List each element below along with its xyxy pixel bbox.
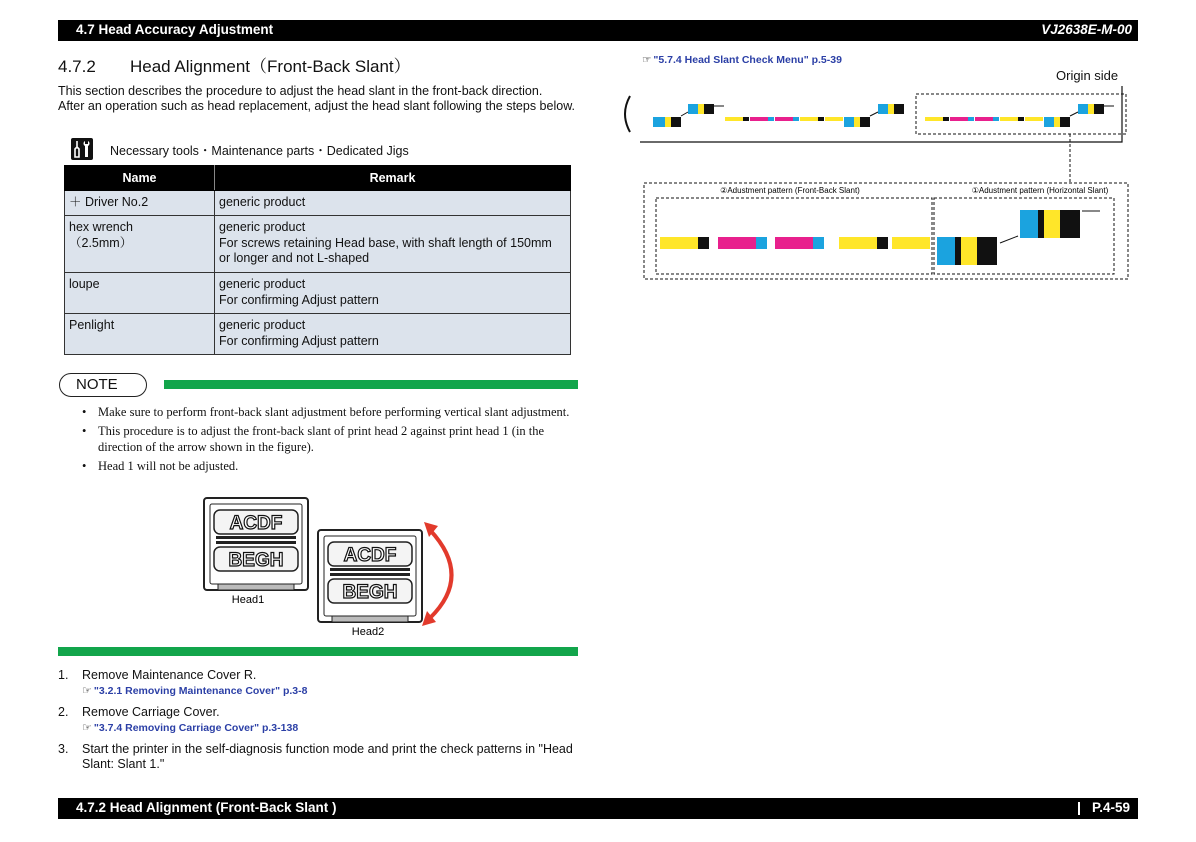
- tools-table: [64, 165, 571, 355]
- header-doc-id: VJ2638E-M-00: [1041, 22, 1132, 37]
- tool-remark: generic product For confirming Adjust pattern: [215, 314, 571, 355]
- note-item: • Make sure to perform front-back slant adjustment before performing vertical slant adjustment.: [80, 404, 580, 420]
- tools-icon: [71, 138, 93, 160]
- col-remark: Remark: [215, 166, 571, 191]
- head2-bottom-letters: BEGH: [342, 582, 398, 603]
- table-row: [65, 273, 571, 314]
- note-top-bar: [164, 380, 578, 389]
- origin-side-label: Origin side: [1056, 68, 1119, 83]
- note-label: NOTE: [59, 373, 147, 397]
- step-3: 3. Start the printer in the self-diagnosis function mode and print the check patterns in "Head Slant: Slant 1.": [58, 742, 573, 771]
- head2-top-letters: ACDF: [343, 545, 397, 566]
- table-row: [65, 216, 571, 273]
- page-header-bar: [58, 20, 1138, 41]
- step-text: Remove Carriage Cover.: [82, 705, 220, 719]
- head1-top-letters: ACDF: [229, 513, 283, 534]
- section-title-text: Head Alignment（Front-Back Slant）: [130, 57, 411, 76]
- table-row: [65, 314, 571, 355]
- intro-line-2: After an operation such as head replacement, adjust the head slant following the steps below.: [58, 99, 575, 113]
- table-row: [65, 191, 571, 216]
- step-1: 1. Remove Maintenance Cover R. ☞ "3.2.1 Removing Maintenance Cover" p.3-8: [58, 668, 588, 699]
- tool-remark: generic product For confirming Adjust pattern: [215, 273, 571, 314]
- step-2: 2. Remove Carriage Cover. ☞ "3.7.4 Removing Carriage Cover" p.3-138: [58, 705, 588, 736]
- head2-drawing: [318, 530, 422, 638]
- head1-bottom-letters: BEGH: [228, 550, 284, 571]
- tool-remark: generic product For screws retaining Head base, with shaft length of 150mm or longer and not L-shaped: [215, 216, 571, 273]
- tools-label: Necessary tools・Maintenance parts・Dedicated Jigs: [110, 144, 409, 158]
- pointing-hand-icon: ☞: [82, 685, 92, 697]
- footer-page-number: P.4-59: [1091, 800, 1130, 815]
- note-bottom-bar: [58, 647, 578, 656]
- pointing-hand-icon: ☞: [642, 54, 652, 66]
- procedure-steps: [58, 668, 588, 778]
- tool-name: ＋ Driver No.2: [65, 191, 215, 216]
- section-number: 4.7.2: [58, 57, 96, 76]
- page-footer-bar: [58, 798, 1138, 819]
- tool-remark: generic product: [215, 191, 571, 216]
- head1-label: Head1: [231, 594, 265, 606]
- intro-text: [58, 84, 598, 114]
- intro-line-1: This section describes the procedure to adjust the head slant in the front-back direction.: [58, 84, 543, 98]
- pattern2-label: ②Adustment pattern (Front-Back Slant): [720, 186, 860, 195]
- rotation-arrow-icon: [422, 522, 452, 626]
- note-item: • Head 1 will not be adjusted.: [80, 458, 580, 474]
- step-text: Start the printer in the self-diagnosis function mode and print the check patterns in "Head Slant: Slant 1.": [82, 742, 573, 771]
- head2-label: Head2: [351, 626, 385, 638]
- tool-name: hex wrench （2.5mm）: [65, 216, 215, 273]
- footer-divider: [1078, 802, 1080, 815]
- tool-name: Penlight: [65, 314, 215, 355]
- pattern1-label: ①Adustment pattern (Horizontal Slant): [971, 186, 1109, 195]
- horizontal-slant-pattern: [937, 210, 1100, 265]
- front-back-slant-pattern: [660, 237, 930, 249]
- step-ref-link[interactable]: ☞ "3.2.1 Removing Maintenance Cover" p.3-8: [82, 685, 308, 697]
- head-slant-menu-ref[interactable]: ☞ "5.7.4 Head Slant Check Menu" p.5-39: [642, 54, 842, 66]
- top-print-strip: [653, 94, 1126, 134]
- note-list: [80, 404, 580, 477]
- heads-figure: [198, 494, 468, 640]
- pointing-hand-icon: ☞: [82, 722, 92, 734]
- col-name: Name: [65, 166, 215, 191]
- note-item: • This procedure is to adjust the front-back slant of print head 2 against print head 1 (in the direction of the arrow shown in the figure).: [80, 423, 580, 455]
- section-title: [58, 52, 411, 77]
- check-pattern-figure: [620, 80, 1140, 285]
- step-text: Remove Maintenance Cover R.: [82, 668, 257, 682]
- footer-section: 4.7.2 Head Alignment (Front-Back Slant ): [76, 800, 337, 815]
- header-section: 4.7 Head Accuracy Adjustment: [76, 22, 274, 37]
- head1-drawing: [204, 498, 308, 606]
- tools-table-header: [65, 166, 571, 191]
- tool-name: loupe: [65, 273, 215, 314]
- step-ref-link[interactable]: ☞ "3.7.4 Removing Carriage Cover" p.3-138: [82, 722, 299, 734]
